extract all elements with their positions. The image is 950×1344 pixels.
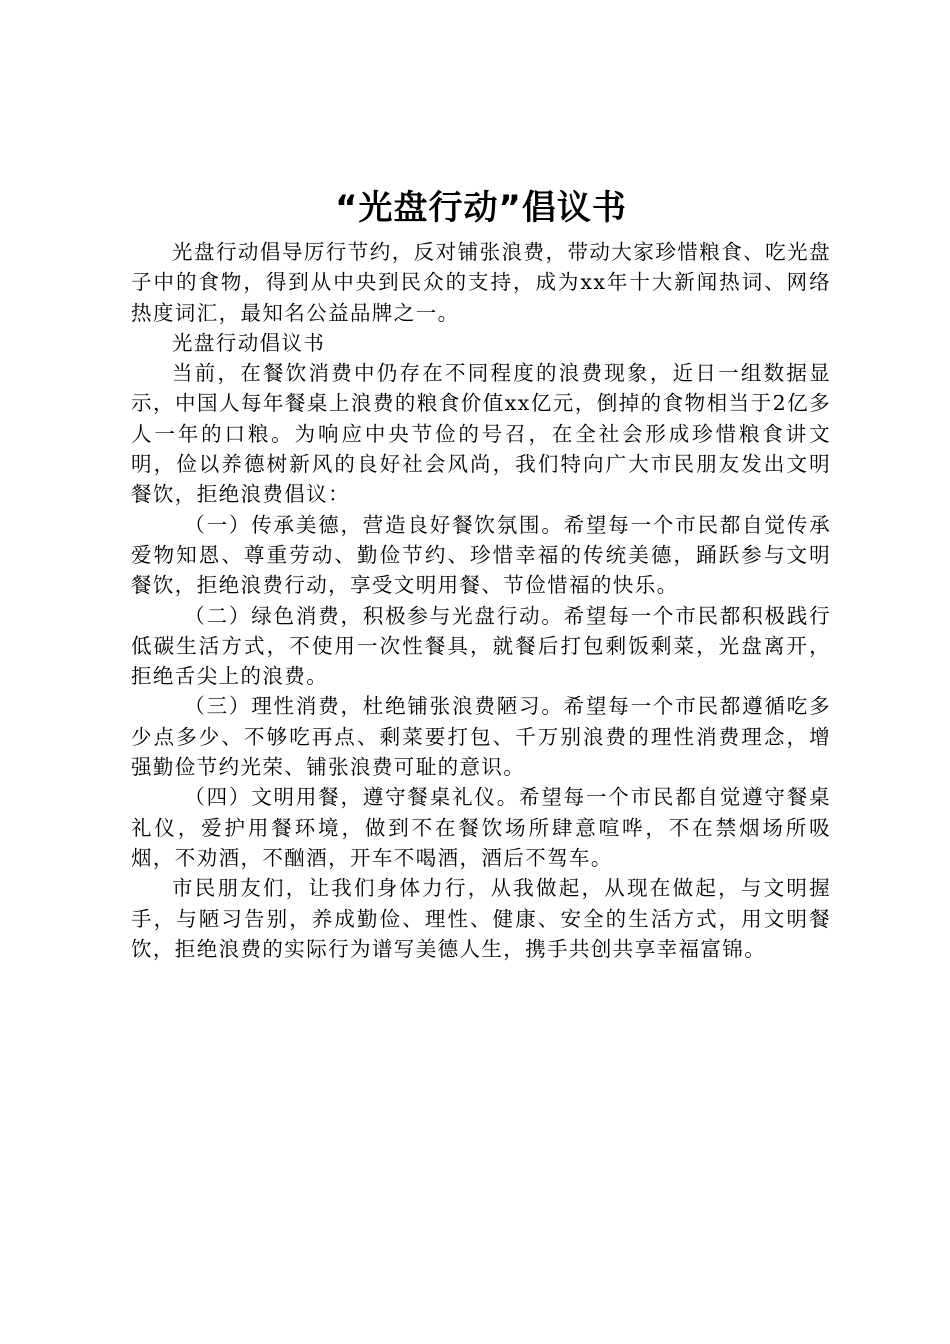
closing-paragraph: 市民朋友们，让我们身体力行，从我做起，从现在做起，与文明握手，与陋习告别，养成勤俭、理性、健康、安全的生活方式，用文明餐饮，拒绝浪费的实际行为谱写美德人生，携手共创共享幸福富锦。	[131, 876, 831, 961]
proposal-item-3: （三）理性消费，杜绝铺张浪费陋习。希望每一个市民都遵循吃多少点多少、不够吃再点、剩菜要打包、千万别浪费的理性消费理念，增强勤俭节约光荣、铺张浪费可耻的意识。	[131, 694, 831, 780]
subheading-paragraph: 光盘行动倡议书	[172, 330, 326, 355]
document-title: “光盘行动”倡议书	[335, 188, 627, 228]
intro-paragraph: 光盘行动倡导厉行节约，反对铺张浪费，带动大家珍惜粮食、吃光盘子中的食物，得到从中央到民众的支持，成为xx年十大新闻热词、网络热度词汇，最知名公益品牌之一。	[131, 240, 831, 325]
document-body	[131, 183, 831, 964]
proposal-item-4: （四）文明用餐，遵守餐桌礼仪。希望每一个市民都自觉遵守餐桌礼仪，爱护用餐环境，做到不在餐饮场所肆意喧哗，不在禁烟场所吸烟，不劝酒，不酗酒，开车不喝酒，酒后不驾车。	[131, 785, 831, 870]
proposal-item-2: （二）绿色消费，积极参与光盘行动。希望每一个市民都积极践行低碳生活方式，不使用一次性餐具，就餐后打包剩饭剩菜，光盘离开，拒绝舌尖上的浪费。	[131, 603, 831, 689]
context-paragraph: 当前，在餐饮消费中仍存在不同程度的浪费现象，近日一组数据显示，中国人每年餐桌上浪费的粮食价值xx亿元，倒掉的食物相当于2亿多人一年的口粮。为响应中央节俭的号召，在全社会形成珍惜粮食讲文明，俭以养德树新风的良好社会风尚，我们特向广大市民朋友发出文明餐饮，拒绝浪费倡议：	[131, 361, 831, 507]
proposal-item-1: （一）传承美德，营造良好餐饮氛围。希望每一个市民都自觉传承爱物知恩、尊重劳动、勤俭节约、珍惜幸福的传统美德，踊跃参与文明餐饮，拒绝浪费行动，享受文明用餐、节俭惜福的快乐。	[131, 512, 831, 598]
